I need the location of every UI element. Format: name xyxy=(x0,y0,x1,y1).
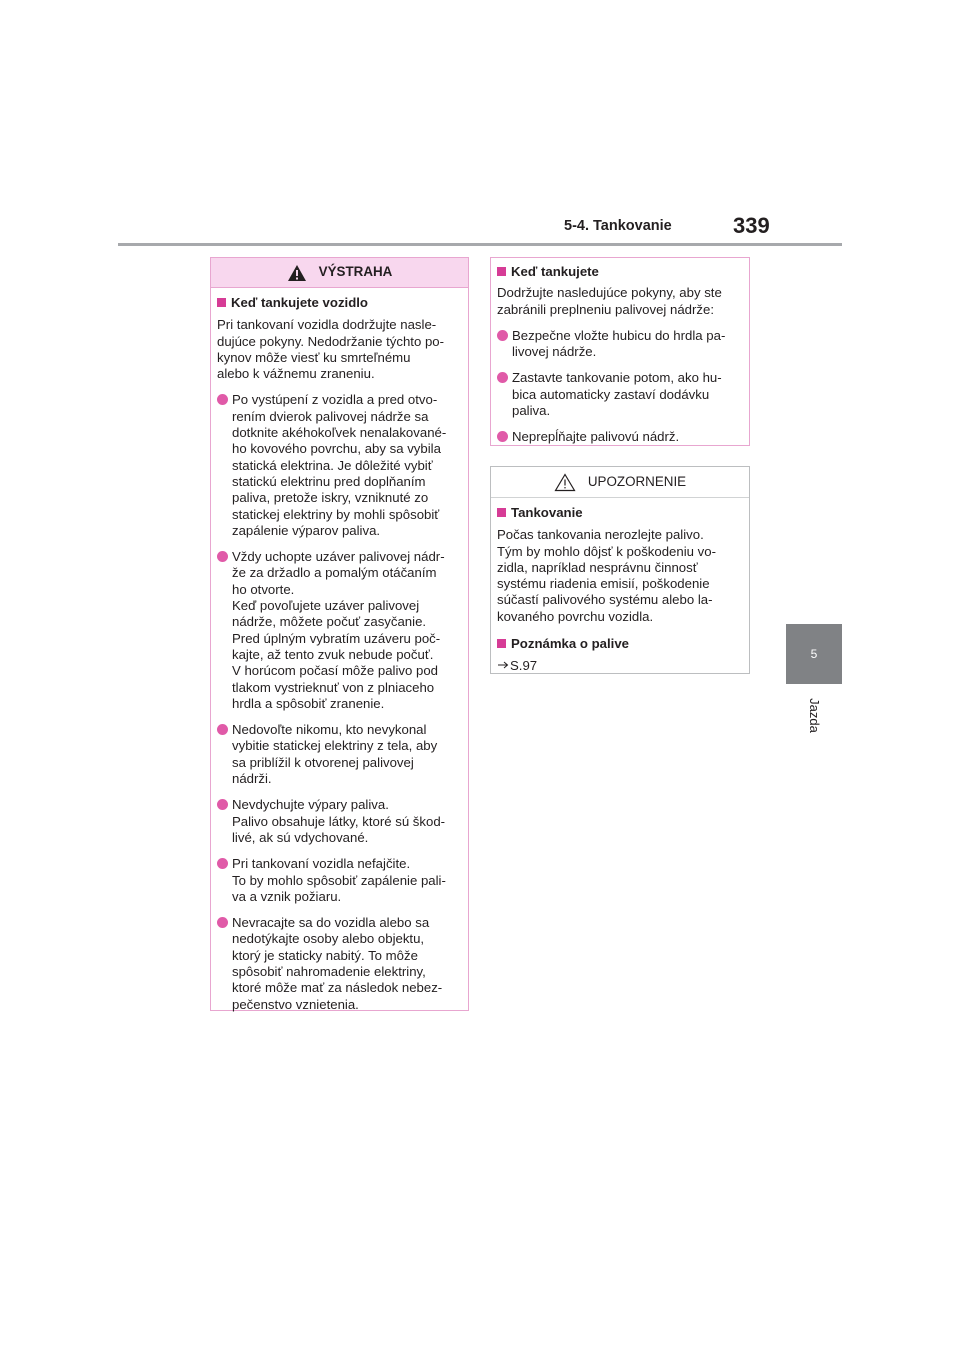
square-bullet-icon xyxy=(497,639,506,648)
round-bullet-icon xyxy=(217,917,228,928)
notice-subheading-2-text: Poznámka o palive xyxy=(511,636,629,652)
round-bullet-icon xyxy=(217,799,228,810)
page-reference-link[interactable] xyxy=(497,658,742,674)
list-item xyxy=(217,549,461,712)
notice-title: UPOZORNENIE xyxy=(587,473,687,489)
round-bullet-icon xyxy=(217,394,228,405)
list-item xyxy=(217,797,461,846)
warning-box xyxy=(210,257,469,1011)
continued-box xyxy=(490,257,750,446)
section-title: 5-4. Tankovanie xyxy=(564,218,672,234)
continued-subheading xyxy=(497,264,742,280)
list-item xyxy=(217,915,461,1013)
header-rule xyxy=(118,243,842,246)
page-reference-text: S.97 xyxy=(510,658,538,674)
list-item-text: Nevracajte sa do vozidla alebo sa nedotýkajte osoby alebo objektu, ktorý je staticky nabitý. To môže spôsobiť nahromadenie elektriny, ktoré môže mať za následok nebez- pečenstvo vznietenia. xyxy=(232,915,443,1012)
round-bullet-icon xyxy=(217,724,228,735)
list-item-text: Zastavte tankovanie potom, ako hu- bica automaticky zastaví dodávku paliva. xyxy=(512,370,722,419)
page-number: 339 xyxy=(733,213,770,238)
caution-triangle-icon xyxy=(554,473,576,492)
notice-box xyxy=(490,466,750,674)
notice-subheading-1 xyxy=(497,505,742,521)
list-item-text: Nevdychujte výpary paliva. Palivo obsahuje látky, ktoré sú škod- livé, ak sú vdychované. xyxy=(232,797,446,845)
notice-header xyxy=(491,467,749,498)
notice-subheading-1-text: Tankovanie xyxy=(511,505,583,520)
round-bullet-icon xyxy=(497,372,508,383)
square-bullet-icon xyxy=(497,508,506,517)
list-item-text: Vždy uchopte uzáver palivovej nádr- že za držadlo a pomalým otáčaním ho otvorte. Keď povoľujete uzáver palivovej nádrže, môžete počuť zasyčanie. Pred úplným vybratím uzáveru poč- kajte, až tento zvuk nebude počuť. V horúcom počasí môže palivo pod tlakom vystrieknuť von z plniaceho hrdla a spôsobiť zranenie. xyxy=(232,549,445,711)
square-bullet-icon xyxy=(497,267,506,276)
continued-body xyxy=(491,258,749,452)
list-item xyxy=(217,392,461,539)
chapter-tab[interactable] xyxy=(786,624,842,684)
list-item xyxy=(497,328,742,361)
list-item-text: Po vystúpení z vozidla a pred otvo- rením dvierok palivovej nádrže sa dotknite akéhokoľvek nenalakované- ho kovového povrchu, aby sa vybila statická elektrina. Je dôležité vybiť statickú elektrinu pred doplňaním paliva, pretože iskry, vzniknuté zo statickej elektriny by mohli spôsobiť zapálenie výparov paliva. xyxy=(232,392,447,538)
warning-intro: Pri tankovaní vozidla dodržujte nasle- dujúce pokyny. Nedodržanie týchto po- kynov môže viesť ku smrteľnému alebo k vážnemu zraneniu. xyxy=(217,317,445,382)
notice-text: Počas tankovania nerozlejte palivo. Tým by mohlo dôjsť k poškodeniu vo- zidla, napríklad nesprávnu činnosť systému riadenia emisií, poškodenie súčastí palivového systému alebo la- kovaného povrchu vozidla. xyxy=(497,527,716,624)
list-item xyxy=(497,370,742,419)
round-bullet-icon xyxy=(217,551,228,562)
arrow-right-icon xyxy=(497,658,509,674)
list-item xyxy=(497,429,742,445)
list-item-text: Neprepĺňajte palivovú nádrž. xyxy=(512,429,680,445)
list-item-text: Pri tankovaní vozidla nefajčite. To by mohlo spôsobiť zapálenie pali- va a vznik požiaru. xyxy=(232,856,446,904)
chapter-number: 5 xyxy=(810,647,818,661)
warning-subheading-text: Keď tankujete vozidlo xyxy=(231,295,368,310)
chapter-title: Jazda xyxy=(806,697,822,733)
continued-subheading-text: Keď tankujete xyxy=(511,264,599,279)
continued-intro: Dodržujte nasledujúce pokyny, aby ste zabránili preplneniu palivovej nádrže: xyxy=(497,285,722,317)
chapter-label xyxy=(786,690,842,740)
notice-body xyxy=(491,498,749,681)
warning-triangle-icon xyxy=(287,264,307,282)
square-bullet-icon xyxy=(217,298,226,307)
round-bullet-icon xyxy=(217,858,228,869)
warning-title: VÝSTRAHA xyxy=(318,264,393,280)
warning-subheading xyxy=(217,295,461,311)
round-bullet-icon xyxy=(497,330,508,341)
list-item-text: Nedovoľte nikomu, kto nevykonal vybitie statickej elektriny z tela, aby sa priblížil k otvorenej palivovej nádrži. xyxy=(232,722,438,787)
warning-header xyxy=(211,258,468,288)
list-item-text: Bezpečne vložte hubicu do hrdla pa- livovej nádrže. xyxy=(512,327,726,360)
warning-body xyxy=(211,288,468,1019)
round-bullet-icon xyxy=(497,431,508,442)
list-item xyxy=(217,722,461,787)
list-item xyxy=(217,856,461,905)
notice-subheading-2 xyxy=(497,636,742,652)
